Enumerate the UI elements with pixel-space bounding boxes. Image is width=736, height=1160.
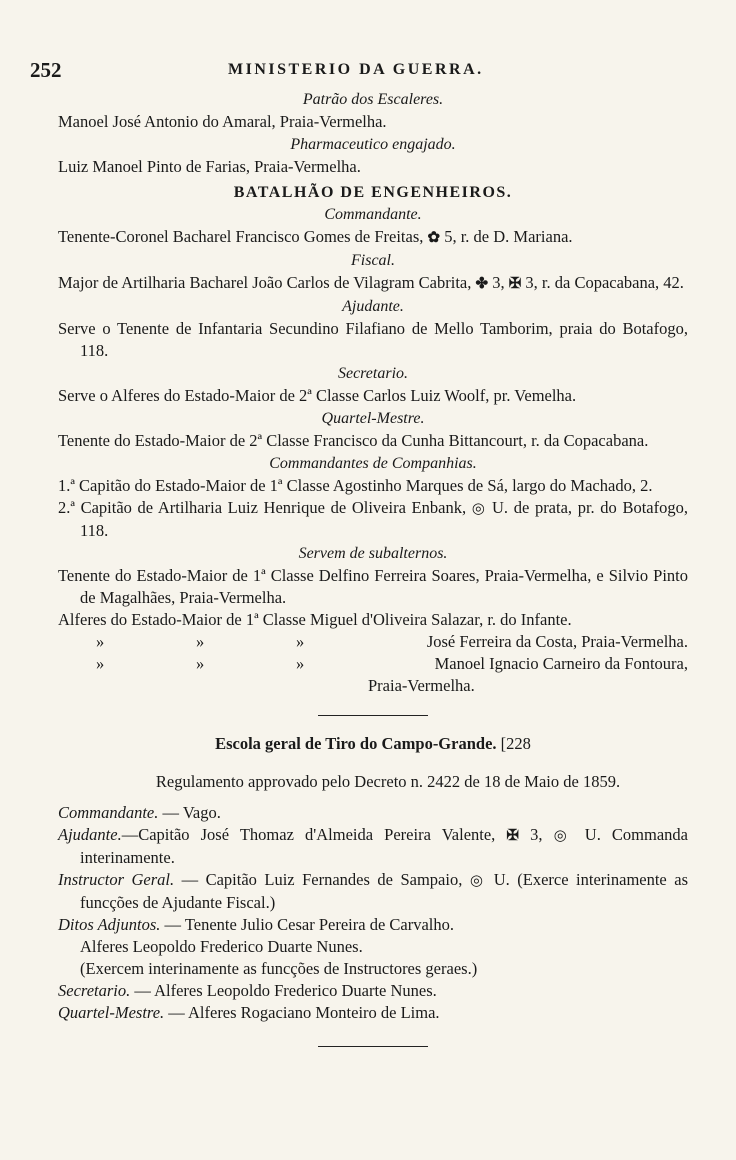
role-text: — Alferes Rogaciano Monteiro de Lima. [164, 1003, 440, 1022]
role-label: Ajudante. [58, 825, 122, 844]
entry-secretario: Serve o Alferes do Estado-Maior de 2ª Classe Carlos Luiz Woolf, pr. Vemelha. [58, 386, 577, 405]
school-title-text: Escola geral de Tiro do Campo-Grande. [215, 734, 497, 753]
entry-subalterno-4 [58, 653, 688, 675]
entry-companhia-1: 1.ª Capitão do Estado-Maior de 1ª Classe Agostinho Marques de Sá, largo do Machado, 2. [58, 476, 653, 495]
order-rose-icon: ✿ [427, 230, 441, 246]
school-adjuntos [58, 914, 688, 936]
medal-icon: ◎ [553, 828, 574, 844]
companhia-2-text-a: 2.ª Capitão de Artilharia Luiz Henrique de Oliveira Enbank, [58, 498, 467, 517]
heading-patrao: Patrão dos Escaleres. [302, 91, 444, 108]
ditto-mark: » [96, 632, 105, 651]
entry-subalterno-1: Tenente do Estado-Maior de 1ª Classe Delfino Ferreira Soares, Praia-Vermelha, e Silvio Pinto de Magalhães, Praia-Vermelha. [58, 566, 688, 607]
role-text-b: U. Commanda interinamente. [80, 825, 689, 867]
entry-subalterno-2: Alferes do Estado-Maior de 1ª Classe Miguel d'Oliveira Salazar, r. do Infante. [58, 610, 572, 629]
entry-fiscal [58, 272, 688, 295]
role-text-a: — Capitão Luiz Fernandes de Sampaio, [174, 870, 463, 889]
heading-subalternos: Servem de subalternos. [298, 545, 448, 562]
commandante-text-b: 5, r. de D. Mariana. [444, 227, 573, 246]
ditto-mark: » [196, 654, 205, 673]
heading-ajudante: Ajudante. [342, 298, 404, 315]
heading-pharmaceutico: Pharmaceutico engajado. [290, 136, 456, 153]
school-adjunto-note: (Exercem interinamente as funcções de Instructores geraes.) [80, 959, 478, 978]
subalterno-3-text: José Ferreira da Costa, Praia-Vermelha. [426, 632, 688, 651]
entry-ajudante: Serve o Tenente de Infantaria Secundino Filafiano de Mello Tamborim, praia do Botafogo, 118. [58, 319, 688, 360]
subalterno-4-continued: Praia-Vermelha. [368, 676, 475, 695]
entry-commandante [58, 226, 688, 249]
role-label: Secretario. [58, 981, 131, 1000]
entry-companhia-2 [58, 497, 688, 542]
role-label: Quartel-Mestre. [58, 1003, 165, 1022]
role-label: Ditos Adjuntos. [58, 915, 161, 934]
medal-icon: ◎ [469, 873, 487, 889]
school-secretario [58, 980, 688, 1002]
medal-icon: ◎ [471, 501, 487, 517]
section-divider [318, 1046, 428, 1047]
ditto-mark: » [296, 654, 305, 673]
heading-secretario: Secretario. [337, 365, 409, 382]
heading-quartel-mestre: Quartel-Mestre. [321, 410, 425, 427]
role-label: Commandante. [58, 803, 159, 822]
section-divider [318, 715, 428, 716]
school-quartel-mestre [58, 1002, 688, 1024]
role-text: — Vago. [158, 803, 221, 822]
school-reference: [228 [500, 734, 531, 753]
commandante-text-a: Tenente-Coronel Bacharel Francisco Gomes de Freitas, [58, 227, 424, 246]
page-title: MINISTERIO DA GUERRA. [228, 61, 484, 78]
order-cross-icon: ✤ [475, 276, 489, 292]
heading-companhias: Commandantes de Companhias. [269, 455, 477, 472]
fiscal-text-b: 3, r. da Copacabana, 42. [525, 273, 684, 292]
entry-subalterno-3 [58, 631, 688, 653]
school-instructor [58, 869, 688, 914]
school-commandante [58, 802, 688, 824]
heading-fiscal: Fiscal. [351, 252, 395, 269]
page-number: 252 [30, 58, 62, 82]
school-regulation: Regulamento approvado pelo Decreto n. 2422 de 18 de Maio de 1859. [155, 772, 621, 791]
entry-pharmaceutico: Luiz Manoel Pinto de Farias, Praia-Vermelha. [58, 157, 361, 176]
order-christ-icon: ✠ [508, 276, 522, 292]
ditto-mark: » [296, 632, 305, 651]
fiscal-text-a: Major de Artilharia Bacharel João Carlos de Vilagram Cabrita, [58, 273, 472, 292]
subalterno-4-text: Manoel Ignacio Carneiro da Fontoura, [434, 654, 688, 673]
battalion-title: BATALHÃO DE ENGENHEIROS. [233, 184, 513, 201]
fiscal-mid: 3, [492, 273, 505, 292]
role-text-a: —Capitão José Thomaz d'Almeida Pereira Valente, [121, 825, 496, 844]
ditto-mark: » [96, 654, 105, 673]
school-ajudante [58, 824, 688, 869]
entry-quartel-mestre: Tenente do Estado-Maior de 2ª Classe Francisco da Cunha Bittancourt, r. da Copacabana. [58, 431, 649, 450]
school-adjunto-2: Alferes Leopoldo Frederico Duarte Nunes. [80, 937, 363, 956]
ditto-mark: » [196, 632, 205, 651]
document-page [30, 58, 689, 1065]
role-text: — Alferes Leopoldo Frederico Duarte Nunes. [130, 981, 437, 1000]
school-title [58, 734, 688, 754]
order-christ-icon: ✠ [506, 828, 519, 844]
role-mid: 3, [530, 825, 543, 844]
page-header [30, 58, 688, 88]
role-text-b: U. (Exerce interinamente as funcções de Ajudante Fiscal.) [80, 870, 688, 912]
role-text: — Tenente Julio Cesar Pereira de Carvalho. [160, 915, 455, 934]
heading-commandante: Commandante. [324, 206, 422, 223]
entry-patrao: Manoel José Antonio do Amaral, Praia-Vermelha. [58, 112, 387, 131]
role-label: Instructor Geral. [58, 870, 175, 889]
companhia-2-text-b: U. de prata, pr. do Botafogo, 118. [80, 498, 688, 540]
